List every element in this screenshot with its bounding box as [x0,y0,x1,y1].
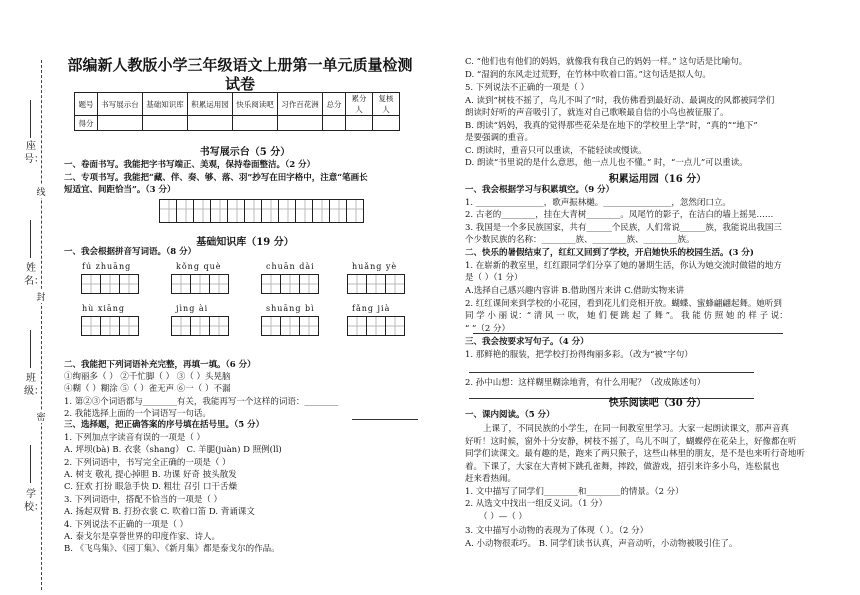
score-header: 题号 [75,93,98,116]
binding-gutter [0,0,58,595]
basics-q2: 二、我能把下列词语补充完整，再填一填。（6 分） [64,360,256,370]
fill-line: 是（ ）（1 分） [465,273,523,283]
answer-line[interactable] [473,333,783,334]
passage-line: 好听！这时候，窗外十分安静，树枝不摇了，鸟儿不叫了，蝴蝶停在花朵上，好像都在听 [465,437,797,447]
choice-line: A. 树支 敬礼 提心掉胆 B. 功课 好奇 披头散发 [64,470,237,480]
choice-line: 2. 下列词语中，书写完全正确的一项是（ ） [64,458,231,468]
choice-line: C. “他们也有他们的妈妈，就像我有我自己的妈妈一样。” 这句话是比喻句。 [465,57,748,67]
accumulate-q2: 二、快乐的暑假结束了，红红又回到了学校，开启她快乐的校园生活。(3 分) [465,248,754,258]
write-grid-6[interactable] [172,316,229,336]
fill-line: “ ”（2 分） [465,324,511,334]
write-grid-4[interactable] [348,274,405,294]
name-blank[interactable] [30,220,31,258]
passage-line: 上课了，不同民族的小学生，在同一间教室里学习。大家一起朗读课文，那声音真 [483,424,790,434]
secret-word: 密 [36,410,46,423]
choice-line: A. 坪坝(bà) B. 衣裳（shang） C. 羊腿(juàn) D 照例(lǐ) [64,445,282,455]
basics-q3: 三、选择题，把正确答案的序号填在括号里。（5 分） [64,420,265,430]
fill-line: 1. 在崭新的教室里，红红跟同学们分享了她的暑期生活，你认为她交流时做错的地方 [465,261,782,271]
option-line: A. 小动物很乖巧。 B. 同学们读书认真，声音动听，小动物被吸引住了。 [465,539,738,549]
reading-question: 2. 从选文中找出一组反义词。（1 分） [465,499,608,509]
answer-line[interactable] [352,419,418,420]
score-cell[interactable] [373,116,400,131]
score-cell[interactable] [323,116,346,131]
passage-line: 赶来看热闹。 [465,474,517,484]
antonym-blanks[interactable]: （ ）—（ ） [479,512,527,522]
reading-question: 3. 文中描写小动物的表现为了体现（ ）。（2 分） [465,526,649,536]
pinyin-3: chuān dài [266,262,315,271]
choice-line: 3. 下列词语中，搭配不恰当的一项是（ ） [64,495,223,505]
choice-line: 是要强调的重音。 [465,133,534,143]
pinyin-1: fú zhuāng [82,262,132,271]
score-header: 习作百花洲 [278,93,323,116]
choice-line: C. 狂欢 打扮 眼急手快 D. 粗壮 召引 口干舌燥 [64,482,238,492]
seal-word: 封 [36,290,46,303]
reading-q1: 一、课内阅读。（5 分） [465,410,555,420]
idiom-line-4: 2. 我能选择上面的一个词语写一句话。 [64,409,211,419]
score-row-label: 得分 [75,116,98,131]
fill-line: 1. ________________，歌声振林樾。________________，忽然闭口立。 [465,198,731,208]
score-table [74,92,400,131]
score-cell[interactable] [233,116,278,131]
write-grid-5[interactable] [82,316,139,336]
choice-line: 5. 下列说法不正确的一项是（ ） [465,83,590,93]
fill-line: 3. 我国是一个多民族国家，共有______个民族，人们常说______族，我能说出我国三 [465,223,782,233]
score-header: 积累运用园 [188,93,233,116]
seat-label: 座号： [24,141,44,165]
score-header: 快乐阅读吧 [233,93,278,116]
school-label: 学校： [24,489,44,513]
exam-title: 部编新人教版小学三年级语文上册第一单元质量检测 [67,56,413,74]
left-column [60,0,440,595]
line-word: 线 [36,185,46,198]
class-blank[interactable] [30,330,31,368]
writing-q2-line2: 短适宜、间距恰当”。（3 分） [64,185,176,195]
write-grid-3[interactable] [262,274,319,294]
pinyin-5: hù xiāng [82,304,125,313]
writing-q1: 一、卷面书写。我能把字书写端正、美观，保持卷面整洁。（2 分） [64,160,316,170]
idiom-line-1: ①绚丽多（ ） ②千忙脚（ ） ③（ ）头晃脑 [64,372,231,382]
write-grid-2[interactable] [172,274,229,294]
choice-line: 朗读时好听的声音吸引了，就连对自己歌喉最自信的小鸟也被征服了。 [465,108,729,118]
pinyin-2: kǒng què [176,262,222,271]
pinyin-6: jìng ài [176,304,209,313]
pinyin-7: shuāng bì [266,304,315,313]
write-grid-8[interactable] [348,316,405,336]
score-cell[interactable] [143,116,188,131]
fill-line: 2. 古老的________，挂在大青树________。凤尾竹的影子，在洁白的墙上摇晃…… [465,210,774,220]
choice-line: C. 朗读时，重音只可以重读，不能轻读或慢读。 [465,146,647,156]
score-header-row [75,93,400,116]
school-blank[interactable] [30,445,31,483]
choice-line: D. 朗读“书里说的是什么意思，他一点儿也不懂。” 时，“一点儿”可以重读。 [465,158,748,168]
choice-line: B. 《飞鸟集》、《园丁集》、《新月集》都是泰戈尔的作品。 [64,544,280,554]
score-header: 复核人 [373,93,400,116]
accumulate-q1: 一、我会根据学习与积累填空。（9 分） [465,185,615,195]
fill-line: 2. 红红课间来到学校的小花园，看到花儿们竞相开放。蝴蝶、蜜蜂翩翩起舞。她听到 [465,299,782,309]
right-column [465,0,850,595]
score-cell[interactable] [346,116,373,131]
idiom-line-3: 1. 第②③个词语都与________有关，我能再写一个这样的词语：________ [64,397,339,407]
idiom-line-2: ④糊（ ）糊涂 ⑤（ ）雀无声 ⑥一（ ）不漏 [64,384,231,394]
pinyin-8: fǎng jià [352,304,391,313]
class-label: 班级： [24,373,44,397]
section-accumulate-heading: 积累运用园（16 分） [608,174,707,185]
rewrite-line: 1. 那鲜艳的服装，把学校打扮得绚丽多彩。（改为“被”字句） [465,350,693,360]
score-header: 书写展示台 [98,93,143,116]
score-header: 总分 [323,93,346,116]
section-basics-heading: 基础知识库（19 分） [196,237,294,248]
name-label: 姓名： [24,263,44,287]
reading-question: 1. 文中描写了同学们________和________的情景。（2 分） [465,487,684,497]
choice-line: B. 朗读“妈妈，我真的觉得那些花朵是在地下的学校里上学”时，“真的”“地下” [465,121,758,131]
choice-line: A. 扬起双臂 B. 打扮衣裳 C. 吹着口笛 D. 背诵课文 [64,507,255,517]
section-reading-heading: 快乐阅读吧（30 分） [608,398,707,409]
fill-line: 同 学 小 丽 说：“ 清 风 一 吹， 她 们 便 跳 起 了 舞 ”。 我 能 仿 照 她 的 样 子 说： [465,311,788,321]
write-grid-7[interactable] [262,316,319,336]
passage-line: 同学们读课文。最有趣的是，跑来了两只猴子，这些山林里的朋友，是不是也来听行奇地听 [465,449,806,459]
score-header: 基础知识库 [143,93,188,116]
basics-q1: 一、我会根据拼音写词语。（8 分） [64,247,197,257]
seat-blank[interactable] [30,100,31,138]
section-writing-heading: 书写展示台（5 分） [199,147,291,158]
rewrite-line: 2. 孙中山想：这样糊里糊涂地背，有什么用呢？（改成陈述句） [465,378,706,388]
pinyin-4: huǎng yè [352,262,398,271]
option-line: A.选择自己感兴趣内容讲 B.借助图片来讲 C.借助实物来讲 [465,286,685,296]
choice-line: A. 泰戈尔是享誉世界的印度作家、诗人。 [64,532,221,542]
score-header: 累分人 [346,93,373,116]
write-grid-1[interactable] [82,274,139,294]
score-cell[interactable] [278,116,323,131]
answer-line[interactable] [469,372,754,373]
choice-line: A. 读到“树枝不摇了，鸟儿不叫了”时，我仿佛看到最好动、最调皮的风都被同学们 [465,96,775,106]
choice-line: D. “湿润的东风走过荒野，在竹林中吹着口笛。”这句话是拟人句。 [465,70,711,80]
score-cell[interactable] [98,116,143,131]
tianzige-grid[interactable] [160,199,364,223]
score-cell[interactable] [188,116,233,131]
score-row [75,116,400,131]
writing-q2-line1: 二、专项书写。我能把“藏、伴、奏、够、落、羽”抄写在田字格中，注意“笔画长 [64,173,368,183]
exam-subtitle: 试卷 [224,75,255,93]
passage-line: 着。下课了，大家在大青树下跳孔雀舞，摔跤，做游戏，招引来许多小鸟，连松鼠也 [465,462,780,472]
choice-line: 1. 下列加点字读音有误的一项是（ ） [64,433,206,443]
fill-line: 个少数民族的名称：________族、________族、________族。 [465,235,695,245]
choice-line: 4. 下列说法不正确的一项是（ ） [64,520,189,530]
accumulate-q3: 三、我会按要求写句子。（4 分） [465,337,589,347]
